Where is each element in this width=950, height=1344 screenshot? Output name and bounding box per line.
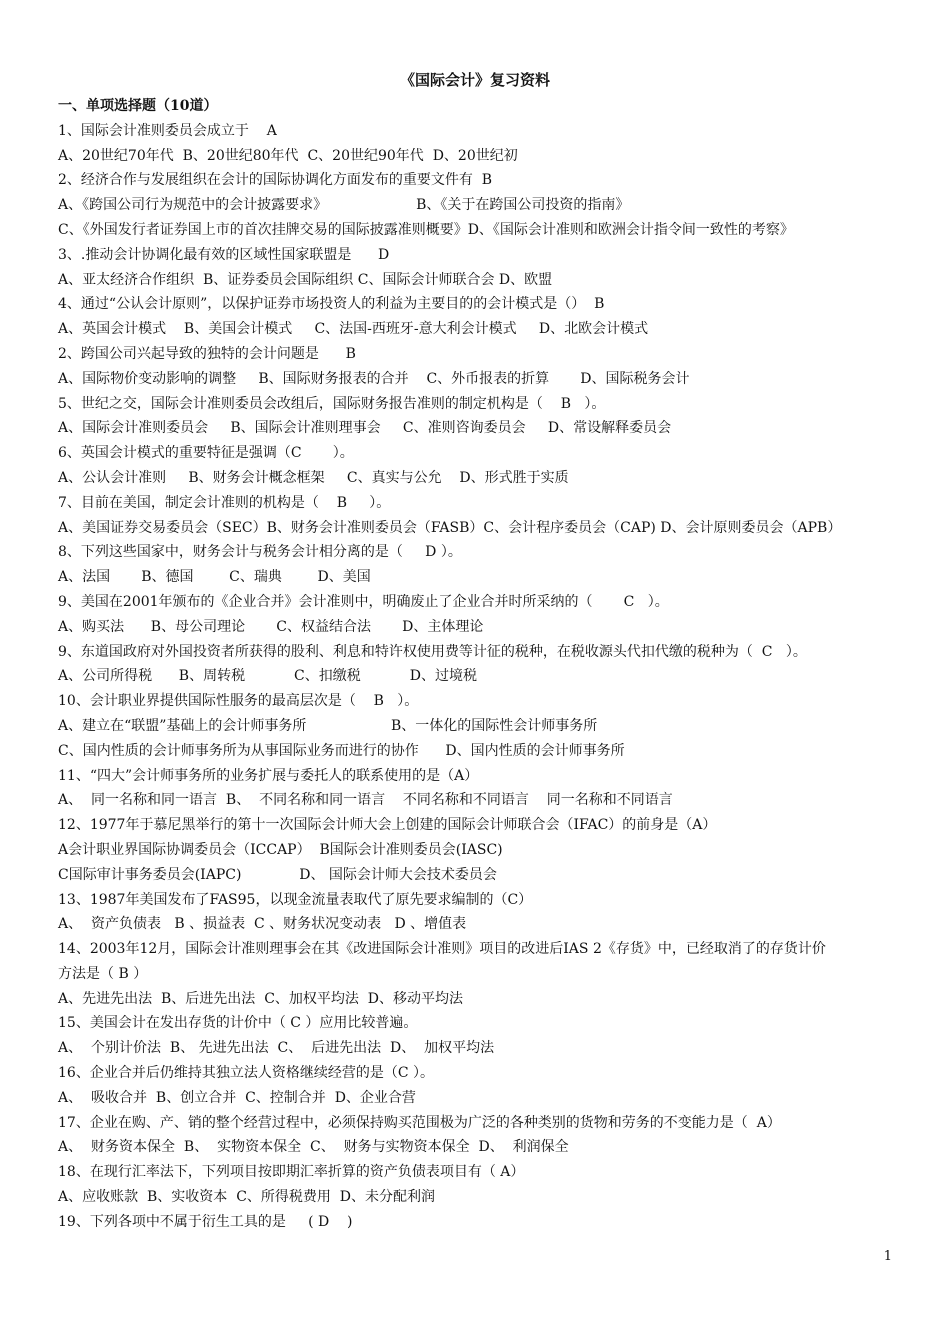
text-line: A、美国证券交易委员会（SEC）B、财务会计准则委员会（FASB）C、会计程序委员会（CAP) D、会计原则委员会（APB）	[58, 519, 842, 536]
text-line: C、国内性质的会计师事务所为从事国际业务而进行的协作 D、国内性质的会计师事务所	[58, 742, 625, 759]
text-line: 1、国际会计准则委员会成立于 A	[58, 122, 277, 139]
text-line: A、国际会计准则委员会 B、国际会计准则理事会 C、准则咨询委员会 D、常设解释委员会	[58, 420, 672, 437]
text-line: A、建立在“联盟”基础上的会计师事务所 B、一体化的国际性会计师事务所	[58, 717, 598, 734]
text-line: A、 个别计价法 B、 先进先出法 C、 后进先出法 D、 加权平均法	[58, 1040, 495, 1057]
text-line: 5、世纪之交，国际会计准则委员会改组后，国际财务报告准则的制定机构是（ B ）。	[58, 395, 606, 412]
text-line: A会计职业界国际协调委员会（ICCAP） B国际会计准则委员会(IASC)	[58, 841, 503, 858]
text-line: A、国际物价变动影响的调整 B、国际财务报表的合并 C、外币报表的折算 D、国际税务会计	[58, 370, 690, 387]
text-line: A、先进先出法 B、后进先出法 C、加权平均法 D、移动平均法	[58, 990, 464, 1007]
text-line: 10、会计职业界提供国际性服务的最高层次是（ B ）。	[58, 693, 419, 710]
text-line: A、英国会计模式 B、美国会计模式 C、法国-西班牙-意大利会计模式 D、北欧会计模式	[58, 321, 649, 338]
text-line: A、 同一名称和同一语言 B、 不同名称和同一语言 不同名称和不同语言 同一名称和不同语言	[58, 792, 673, 809]
text-line: A、 吸收合并 B、创立合并 C、控制合并 D、企业合营	[58, 1089, 416, 1106]
text-line: 3、.推动会计协调化最有效的区域性国家联盟是 D	[58, 246, 390, 263]
text-line: 19、下列各项中不属于衍生工具的是 ( D )	[58, 1213, 353, 1230]
text-line: A、应收账款 B、实收资本 C、所得税费用 D、未分配利润	[58, 1189, 436, 1206]
text-line: 6、英国会计模式的重要特征是强调（C ）。	[58, 445, 354, 462]
text-line: A、 财务资本保全 B、 实物资本保全 C、 财务与实物资本保全 D、 利润保全	[58, 1139, 569, 1156]
text-line: 11、“四大”会计师事务所的业务扩展与委托人的联系使用的是（A）	[58, 767, 479, 784]
text-line: 8、下列这些国家中，财务会计与税务会计相分离的是（ D ）。	[58, 544, 462, 561]
document-title: 《国际会计》复习资料	[399, 71, 550, 89]
page-number: 1	[883, 1249, 892, 1264]
text-line: 15、美国会计在发出存货的计价中（ C ）应用比较普遍。	[58, 1015, 418, 1032]
section-heading: 一、单项选择题（10道）	[58, 98, 218, 114]
document-body	[58, 94, 898, 1235]
text-line: 9、美国在2001年颁布的《企业合并》会计准则中，明确废止了企业合并时所采纳的（ C ）。	[58, 593, 669, 610]
text-line: C国际审计事务委员会(IAPC) D、 国际会计师大会技术委员会	[58, 866, 497, 883]
text-line: 12、1977年于慕尼黑举行的第十一次国际会计师大会上创建的国际会计师联合会（IFAC）的前身是（A）	[58, 817, 717, 834]
text-line: A、购买法 B、母公司理论 C、权益结合法 D、主体理论	[58, 618, 484, 635]
text-line: 9、东道国政府对外国投资者所获得的股利、利息和特许权使用费等计征的税种，在税收源头代扣代缴的税种为（ C ）。	[58, 643, 807, 660]
text-line: A、《跨国公司行为规范中的会计披露要求》 B、《关于在跨国公司投资的指南》	[58, 197, 630, 214]
text-line: A、公司所得税 B、周转税 C、扣缴税 D、过境税	[58, 668, 477, 685]
text-line: 14、2003年12月，国际会计准则理事会在其《改进国际会计准则》项目的改进后IAS 2《存货》中，已经取消了的存货计价	[58, 941, 826, 958]
text-line: 方法是（ B ）	[58, 965, 148, 982]
text-line: 2、跨国公司兴起导致的独特的会计问题是 B	[58, 345, 356, 362]
text-line: A、亚太经济合作组织 B、证券委员会国际组织 C、国际会计师联合会 D、欧盟	[58, 271, 553, 288]
text-line: C、《外国发行者证券国上市的首次挂牌交易的国际披露准则概要》D、《国际会计准则和欧洲会计指令间一致性的考察》	[58, 221, 794, 238]
text-line: 2、经济合作与发展组织在会计的国际协调化方面发布的重要文件有 B	[58, 172, 493, 189]
text-line: 18、在现行汇率法下，下列项目按即期汇率折算的资产负债表项目有（ A）	[58, 1164, 525, 1181]
text-line: A、公认会计准则 B、财务会计概念框架 C、真实与公允 D、形式胜于实质	[58, 469, 569, 486]
text-line: A、 资产负债表 B 、损益表 C 、财务状况变动表 D 、增值表	[58, 916, 467, 933]
text-line: 17、企业在购、产、销的整个经营过程中，必须保持购买范围极为广泛的各种类别的货物和劳务的不变能力是（ A）	[58, 1114, 781, 1131]
text-line: 16、企业合并后仍维持其独立法人资格继续经营的是（C ）。	[58, 1065, 434, 1082]
text-line: 4、通过“公认会计原则”，以保护证券市场投资人的利益为主要目的的会计模式是（） B	[58, 296, 605, 313]
text-line: A、20世纪70年代 B、20世纪80年代 C、20世纪90年代 D、20世纪初	[58, 147, 518, 164]
text-line: 7、目前在美国，制定会计准则的机构是（ B ）。	[58, 494, 391, 511]
text-line: A、法国 B、德国 C、瑞典 D、美国	[58, 569, 371, 586]
text-line: 13、1987年美国发布了FAS95，以现金流量表取代了原先要求编制的（C）	[58, 891, 533, 908]
